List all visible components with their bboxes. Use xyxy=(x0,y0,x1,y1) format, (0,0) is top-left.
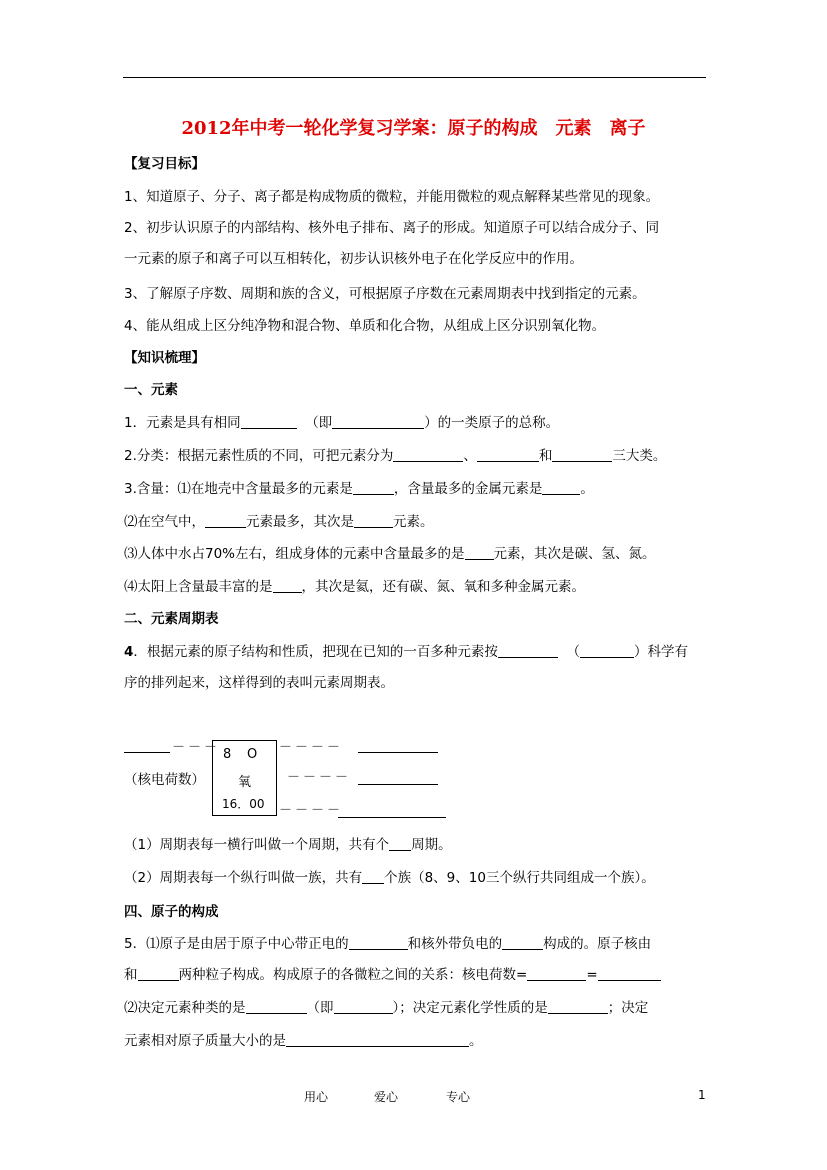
goal-2a: 2、初步认识原子的内部结构、核外电子排布、离子的形成。知道原子可以结合成分子、同 xyxy=(124,220,660,236)
q5-blank-4[interactable] xyxy=(527,968,586,981)
q3-3-text-a: ⑶人体中水占70%左右，组成身体的元素中含量最多的是 xyxy=(124,546,465,562)
diagram-blank-left[interactable] xyxy=(124,752,170,753)
q3-2-text-b: 元素最多，其次是 xyxy=(246,514,354,530)
q2-blank-3[interactable] xyxy=(552,449,612,462)
diagram-dash-left: －－－ xyxy=(172,740,221,755)
q4-text-a: ．根据元素的原子结构和性质，把现在已知的一百多种元素按 xyxy=(133,644,498,660)
q5-2-text-d: ；决定 xyxy=(607,1000,649,1016)
q3-4-text-b: ，其次是氦，还有碳、氮、氧和多种金属元素。 xyxy=(301,579,585,595)
element-cell xyxy=(212,740,277,816)
question-4-cont: 序的排列起来，这样得到的表叫元素周期表。 xyxy=(124,675,394,691)
q4-2-blank[interactable] xyxy=(362,871,384,884)
q5-2-text-f: 。 xyxy=(469,1033,483,1049)
q3-text-c: 。 xyxy=(580,481,594,497)
question-3 xyxy=(124,477,594,497)
part1-heading: 一、元素 xyxy=(124,382,178,398)
element-name: 氧 xyxy=(238,775,252,790)
header-rule xyxy=(123,77,706,78)
q2-text-c: 和 xyxy=(538,448,553,464)
footer-motto-1: 用心 xyxy=(304,1090,329,1104)
page-number: 1 xyxy=(698,1088,706,1102)
goal-4: 4、能从组成上区分纯净物和混合物、单质和化合物，从组成上区分识别氧化物。 xyxy=(124,318,606,334)
q2-blank-1[interactable] xyxy=(393,449,463,462)
question-5-2-cont xyxy=(124,1029,483,1049)
question-5-2 xyxy=(124,996,648,1016)
q4-text-c: ）科学有 xyxy=(634,644,688,660)
goal-1: 1、知道原子、分子、离子都是构成物质的微粒，并能用微粒的观点解释某些常见的现象。 xyxy=(124,189,660,205)
q3-2-text-c: 元素。 xyxy=(393,514,434,530)
q3-2-blank-1[interactable] xyxy=(205,515,246,528)
q4-2-text-a: （2）周期表每一个纵行叫做一族，共有 xyxy=(124,870,363,886)
q4-1-blank[interactable] xyxy=(389,838,411,851)
nuclear-charge-label: （核电荷数） xyxy=(124,772,205,788)
q5-2-text-c: ）；决定元素化学性质的是 xyxy=(392,1000,548,1016)
q1-blank-1[interactable] xyxy=(241,416,297,429)
q3-blank-2[interactable] xyxy=(542,482,580,495)
part4-heading: 四、原子的构成 xyxy=(124,904,219,920)
q4-1-text-b: 周期。 xyxy=(411,837,452,853)
element-symbol: O xyxy=(247,747,258,762)
q2-text-d: 三大类。 xyxy=(612,448,667,464)
q5-blank-1[interactable] xyxy=(349,937,408,950)
question-4 xyxy=(124,640,688,660)
q5-text-b: 和核外带负电的 xyxy=(407,936,503,952)
diagram-dash-right-3: －－－－ xyxy=(279,803,344,818)
question-2 xyxy=(124,444,666,464)
q4-blank-1[interactable] xyxy=(498,645,558,658)
diagram-blank-right-2[interactable] xyxy=(358,784,438,785)
question-3-2 xyxy=(124,510,434,530)
document-title: 2012年中考一轮化学复习学案：原子的构成 元素 离子 xyxy=(181,118,646,139)
goals-heading: 【复习目标】 xyxy=(124,156,205,172)
diagram-blank-right-1[interactable] xyxy=(358,752,438,753)
q2-text-a: 2.分类：根据元素性质的不同，可把元素分为 xyxy=(124,448,394,464)
q3-2-text-a: ⑵在空气中， xyxy=(124,514,205,530)
q3-text-b: ，含量最多的金属元素是 xyxy=(393,481,543,497)
diagram-dash-right-2: －－－－ xyxy=(287,770,352,785)
q4-number: 4 xyxy=(124,644,134,660)
q3-text-a: 3.含量：⑴在地壳中含量最多的元素是 xyxy=(124,481,353,497)
q4-1-text-a: （1）周期表每一横行叫做一个周期，共有个 xyxy=(124,837,390,853)
footer-motto-2: 爱心 xyxy=(374,1090,399,1104)
q5-2-blank-4[interactable] xyxy=(286,1034,469,1047)
atomic-mass: 16．00 xyxy=(222,797,265,811)
question-4-1 xyxy=(124,833,452,853)
question-4-2 xyxy=(124,866,655,886)
q1-text-c: ）的一类原子的总称。 xyxy=(424,415,560,431)
q1-blank-2[interactable] xyxy=(332,416,424,429)
q5-blank-5[interactable] xyxy=(598,968,661,981)
part2-heading: 二、元素周期表 xyxy=(124,611,219,627)
q5-2-blank-1[interactable] xyxy=(246,1001,307,1014)
q3-4-text-a: ⑷太阳上含量最丰富的是 xyxy=(124,579,273,595)
q3-3-blank-1[interactable] xyxy=(465,547,494,560)
q1-text-b: （即 xyxy=(305,415,333,431)
q3-blank-1[interactable] xyxy=(353,482,394,495)
goal-3: 3、了解原子序数、周期和族的含义，可根据原子序数在元素周期表中找到指定的元素。 xyxy=(124,286,646,302)
q5-blank-2[interactable] xyxy=(502,937,543,950)
q5-2-text-b: （即 xyxy=(306,1000,334,1016)
q4-2-text-b: 个族（8、9、10三个纵行共同组成一个族）。 xyxy=(384,870,655,886)
q5-2-text-e: 元素相对原子质量大小的是 xyxy=(124,1033,286,1049)
atomic-number: 8 xyxy=(223,747,232,762)
knowledge-heading: 【知识梳理】 xyxy=(124,350,205,366)
footer-motto-3: 专心 xyxy=(446,1090,471,1104)
question-3-4 xyxy=(124,575,585,595)
question-5-cont xyxy=(124,963,661,983)
q5-blank-3[interactable] xyxy=(138,968,179,981)
goal-2b: 一元素的原子和离子可以互相转化，初步认识核外电子在化学反应中的作用。 xyxy=(124,251,583,267)
question-1 xyxy=(124,411,559,431)
question-3-3 xyxy=(124,542,656,562)
q5-text-c: 构成的。原子核由 xyxy=(543,936,652,952)
q5-2-text-a: ⑵决定元素种类的是 xyxy=(124,1000,246,1016)
question-5 xyxy=(124,932,651,952)
q1-text-a: 1．元素是具有相同 xyxy=(124,415,241,431)
q5-text-f: = xyxy=(586,967,598,983)
q5-text-e: 两种粒子构成。构成原子的各微粒之间的关系：核电荷数= xyxy=(178,967,528,983)
q5-2-blank-2[interactable] xyxy=(334,1001,393,1014)
q5-text-a: 5．⑴原子是由居于原子中心带正电的 xyxy=(124,936,349,952)
q2-text-b: 、 xyxy=(463,448,477,464)
q3-3-text-b: 元素，其次是碳、氢、氮。 xyxy=(493,546,656,562)
q5-2-blank-3[interactable] xyxy=(548,1001,608,1014)
q4-text-b: （ xyxy=(566,644,580,660)
q3-2-blank-2[interactable] xyxy=(354,515,393,528)
q5-text-d: 和 xyxy=(124,967,138,983)
q4-blank-2[interactable] xyxy=(580,645,634,658)
diagram-blank-right-3[interactable] xyxy=(338,817,446,818)
q2-blank-2[interactable] xyxy=(477,449,539,462)
diagram-dash-right-1: －－－－ xyxy=(279,740,344,755)
q3-4-blank-1[interactable] xyxy=(273,580,302,593)
